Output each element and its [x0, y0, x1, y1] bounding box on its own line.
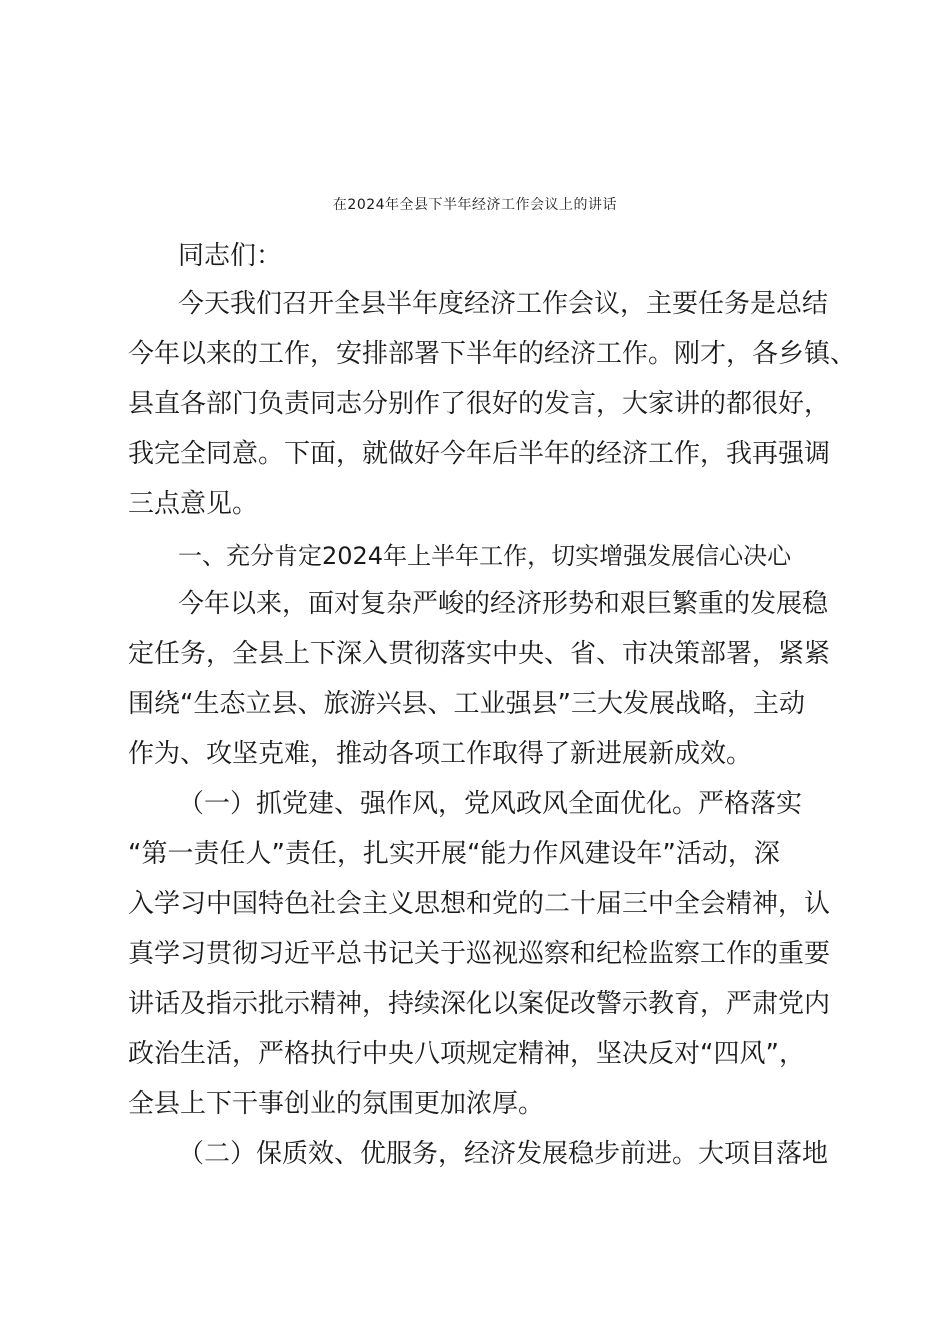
paragraph-line: 全县上下干事创业的氛围更加浓厚。: [128, 1089, 545, 1119]
document-title: 在2024年全县下半年经济工作会议上的讲话: [332, 197, 618, 213]
paragraph-line: 讲话及指示批示精神，持续深化以案促改警示教育，严肃党内: [128, 989, 831, 1019]
section-heading: 一、充分肯定2024年上半年工作，切实增强发展信心决心: [178, 542, 792, 570]
paragraph-line: “第一责任人”责任，扎实开展“能力作风建设年”活动，深: [128, 839, 780, 869]
paragraph-line: 围绕“生态立县、旅游兴县、工业强县”三大发展战略，主动: [128, 689, 805, 719]
paragraph-line: （一）抓党建、强作风，党风政风全面优化。严格落实: [178, 789, 803, 819]
paragraph-line: 我完全同意。下面，就做好今年后半年的经济工作，我再强调: [128, 439, 831, 469]
paragraph-line: 入学习中国特色社会主义思想和党的二十届三中全会精神，认: [128, 889, 831, 919]
paragraph-line: 今天我们召开全县半年度经济工作会议，主要任务是总结: [178, 289, 829, 319]
paragraph-line: 作为、攻坚克难，推动各项工作取得了新进展新成效。: [128, 739, 753, 769]
salutation: 同志们：: [178, 241, 283, 271]
paragraph-line: 真学习贯彻习近平总书记关于巡视巡察和纪检监察工作的重要: [128, 939, 831, 969]
paragraph-line: （二）保质效、优服务，经济发展稳步前进。大项目落地: [178, 1139, 829, 1169]
paragraph-line: 县直各部门负责同志分别作了很好的发言，大家讲的都很好，: [128, 389, 831, 419]
paragraph-line: 政治生活，严格执行中央八项规定精神，坚决反对“四风”，: [128, 1039, 805, 1069]
paragraph-line: 三点意见。: [128, 489, 259, 519]
paragraph-line: 今年以来的工作，安排部署下半年的经济工作。刚才，各乡镇、: [128, 339, 857, 369]
paragraph-line: 今年以来，面对复杂严峻的经济形势和艰巨繁重的发展稳: [178, 589, 829, 619]
paragraph-line: 定任务，全县上下深入贯彻落实中央、省、市决策部署，紧紧: [128, 639, 831, 669]
